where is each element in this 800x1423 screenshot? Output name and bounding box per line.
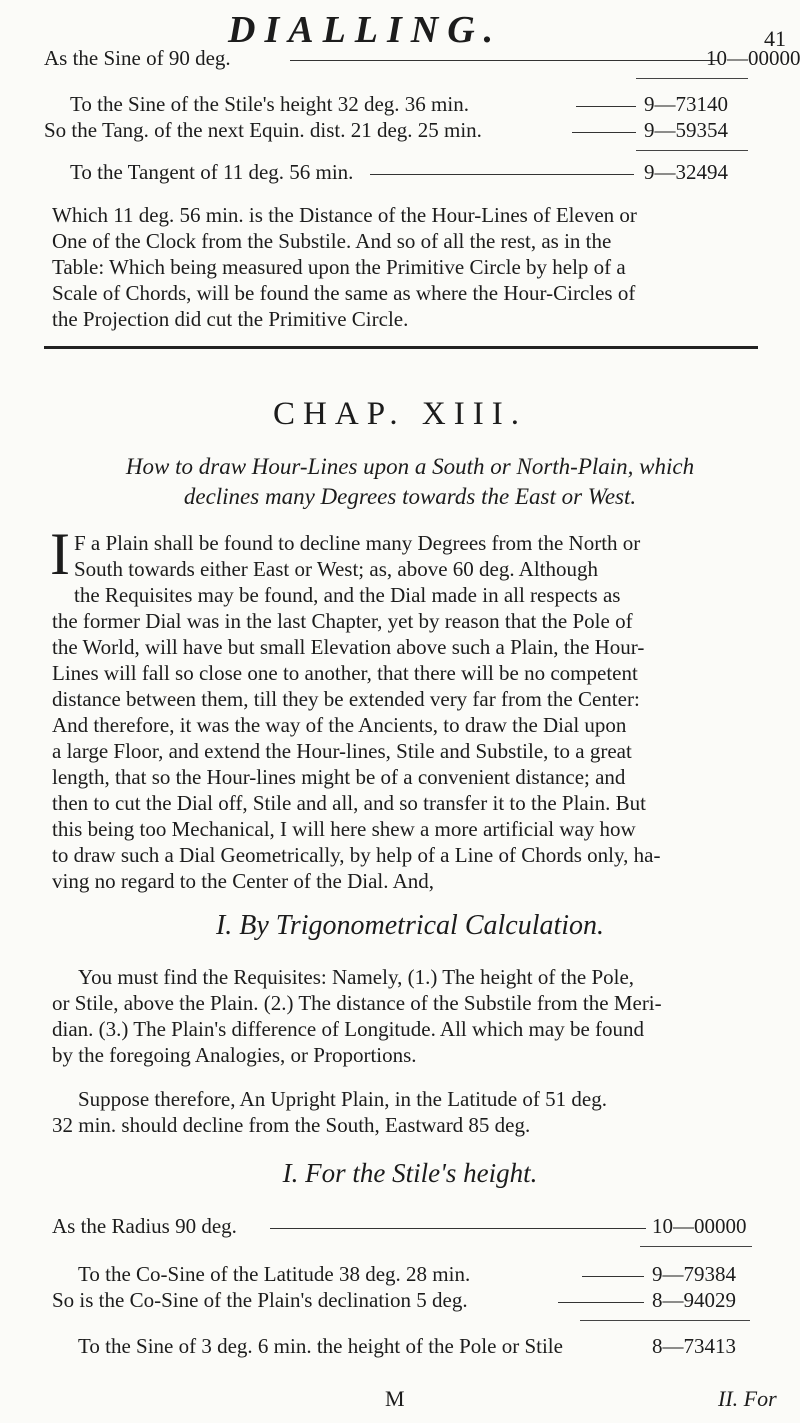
- suppose-paragraph: [52, 1086, 768, 1138]
- text-line: dian. (3.) The Plain's difference of Longitude. All which may be found: [52, 1017, 645, 1041]
- calc-top-line-1: [44, 46, 800, 72]
- calc-top-line-4: [44, 160, 784, 186]
- sum-rule: [580, 1320, 750, 1321]
- text-line: Table: Which being measured upon the Primitive Circle by help of a: [52, 255, 626, 279]
- calc-bottom-line-1: [52, 1214, 792, 1240]
- leader-line: [370, 174, 634, 175]
- sum-rule: [640, 1246, 752, 1247]
- leader-line: [270, 1228, 646, 1229]
- calc-value: 9—73140: [644, 92, 728, 116]
- text-line: One of the Clock from the Substile. And so of all the rest, as in the: [52, 229, 612, 253]
- section-title-trigonometric: I. By Trigonometrical Calculation.: [215, 910, 605, 941]
- leader-line: [572, 132, 636, 133]
- calc-top-line-3: [44, 118, 784, 144]
- calc-value: 9—59354: [644, 118, 728, 142]
- text-line: You must find the Requisites: Namely, (1.) The height of the Pole,: [78, 965, 635, 989]
- text-line: And therefore, it was the way of the Ancients, to draw the Dial upon: [52, 713, 627, 737]
- text-line: 32 min. should decline from the South, Eastward 85 deg.: [52, 1113, 531, 1137]
- leader-line: [582, 1276, 644, 1277]
- calc-value: 10—00000: [652, 1214, 747, 1238]
- chapter-heading-line: declines many Degrees towards the East or West.: [183, 484, 637, 509]
- text-line: a large Floor, and extend the Hour-lines, Stile and Substile, to a great: [52, 739, 632, 763]
- calc-value: 10—00000: [706, 46, 800, 70]
- chapter-title: CHAP. XIII.: [273, 396, 527, 432]
- chapter-heading: [52, 452, 768, 512]
- text-line: the Requisites may be found, and the Dial made in all respects as: [74, 583, 621, 607]
- text-line: length, that so the Hour-lines might be of a convenient distance; and: [52, 765, 626, 789]
- calc-label: To the Sine of the Stile's height 32 deg. 36 min.: [70, 92, 469, 116]
- text-line: to draw such a Dial Geometrically, by help of a Line of Chords only, ha-: [52, 843, 661, 867]
- text-line: the Projection did cut the Primitive Circle.: [52, 307, 409, 331]
- chapter-heading-line: How to draw Hour-Lines upon a South or North-Plain, which: [125, 454, 695, 479]
- calc-label: To the Co-Sine of the Latitude 38 deg. 28 min.: [78, 1262, 471, 1286]
- text-line: Lines will fall so close one to another, that there will be no competent: [52, 661, 638, 685]
- calc-bottom-line-3: [52, 1288, 792, 1314]
- calc-value: 8—94029: [652, 1288, 736, 1312]
- calc-bottom-line-4: [52, 1334, 792, 1360]
- text-line: this being too Mechanical, I will here shew a more artificial way how: [52, 817, 636, 841]
- calc-label: So is the Co-Sine of the Plain's declination 5 deg.: [52, 1288, 468, 1312]
- text-line: distance between them, till they be extended very far from the Center:: [52, 687, 640, 711]
- calc-bottom-line-2: [52, 1262, 792, 1288]
- text-line: Which 11 deg. 56 min. is the Distance of the Hour-Lines of Eleven or: [52, 203, 637, 227]
- main-paragraph: [52, 530, 768, 894]
- requisites-paragraph: [52, 964, 768, 1068]
- text-line: by the foregoing Analogies, or Proportions.: [52, 1043, 417, 1067]
- text-line: F a Plain shall be found to decline many Degrees from the North or: [74, 531, 641, 555]
- text-line: ving no regard to the Center of the Dial. And,: [52, 869, 434, 893]
- calc-label: To the Tangent of 11 deg. 56 min.: [70, 160, 354, 184]
- calc-label: To the Sine of 3 deg. 6 min. the height of the Pole or Stile: [78, 1334, 563, 1358]
- section-title-stile-height: I. For the Stile's height.: [282, 1158, 538, 1188]
- signature-mark: M: [385, 1386, 405, 1411]
- page-number: 41: [764, 26, 786, 51]
- calc-value: 9—79384: [652, 1262, 736, 1286]
- calc-label: As the Radius 90 deg.: [52, 1214, 237, 1238]
- text-line: Suppose therefore, An Upright Plain, in the Latitude of 51 deg.: [78, 1087, 607, 1111]
- calc-label: So the Tang. of the next Equin. dist. 21 deg. 25 min.: [44, 118, 482, 142]
- calc-value: 8—73413: [652, 1334, 736, 1358]
- running-header-title: DIALLING.: [228, 9, 503, 51]
- calc-top-line-2: [44, 92, 784, 118]
- text-line: the World, will have but small Elevation above such a Plain, the Hour-: [52, 635, 645, 659]
- calc-value: 9—32494: [644, 160, 728, 184]
- leader-line: [558, 1302, 644, 1303]
- text-line: Scale of Chords, will be found the same as where the Hour-Circles of: [52, 281, 636, 305]
- sum-rule: [636, 150, 748, 151]
- sum-rule: [636, 78, 748, 79]
- drop-cap: I: [50, 521, 70, 587]
- catchword: II. For: [718, 1386, 777, 1411]
- chapter-divider: [44, 346, 758, 349]
- intro-paragraph: [52, 202, 768, 332]
- text-line: the former Dial was in the last Chapter, yet by reason that the Pole of: [52, 609, 633, 633]
- leader-line: [290, 60, 718, 61]
- text-line: South towards either East or West; as, above 60 deg. Although: [74, 557, 599, 581]
- text-line: then to cut the Dial off, Stile and all, and so transfer it to the Plain. But: [52, 791, 646, 815]
- calc-label: As the Sine of 90 deg.: [44, 46, 231, 70]
- leader-line: [576, 106, 636, 107]
- text-line: or Stile, above the Plain. (2.) The distance of the Substile from the Meri-: [52, 991, 662, 1015]
